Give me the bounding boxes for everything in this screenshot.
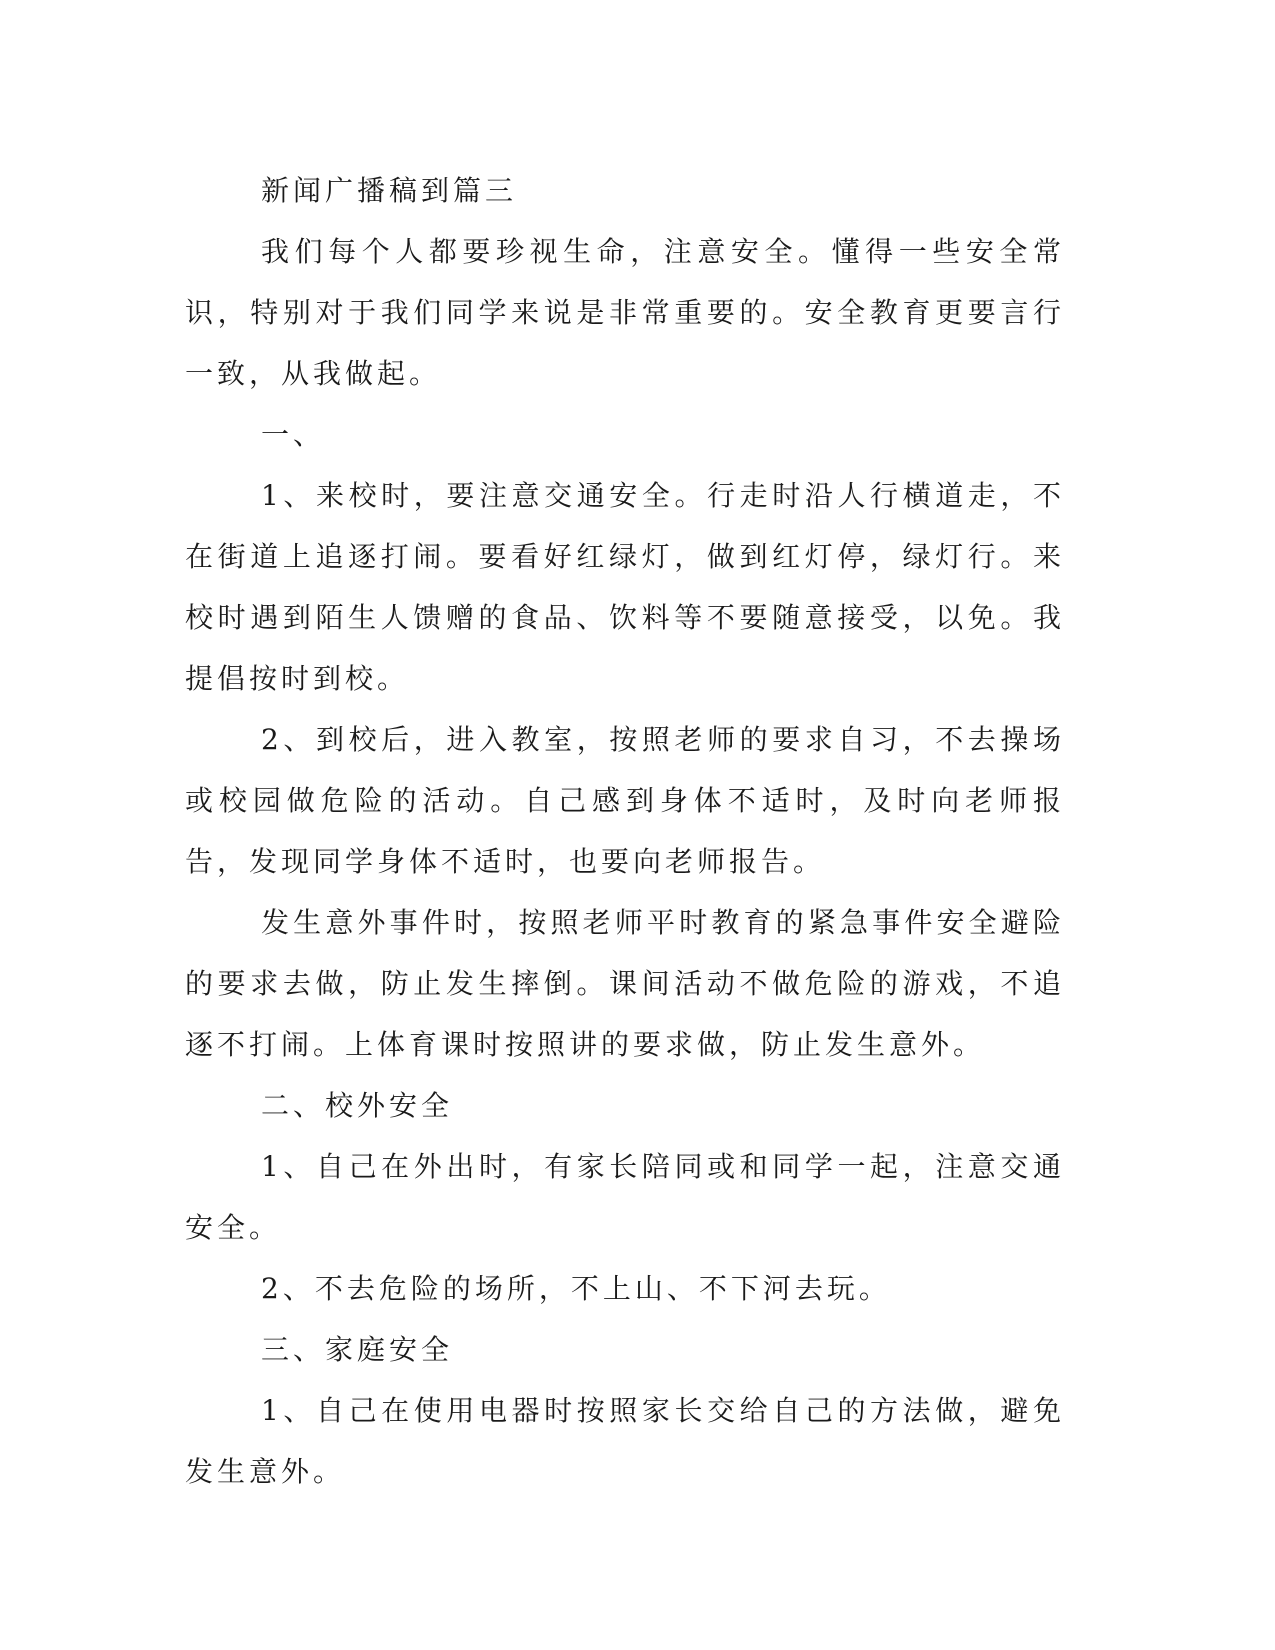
section-heading-2: 二、校外安全 <box>261 1089 454 1122</box>
paragraph-item: 1、自己在使用电器时按照家长交给自己的方法做，避免发生意外。 <box>185 1394 1065 1488</box>
paragraph-item: 1、来校时，要注意交通安全。行走时沿人行横道走，不在街道上追逐打闹。要看好红绿灯，做到红灯停，绿灯行。来校时遇到陌生人馈赠的食品、饮料等不要随意接受，以免。我提倡按时到校。 <box>185 479 1065 695</box>
paragraph-item: 2、到校后，进入教室，按照老师的要求自习，不去操场或校园做危险的活动。自己感到身体不适时，及时向老师报告，发现同学身体不适时，也要向老师报告。 <box>185 723 1065 878</box>
paragraph-intro: 我们每个人都要珍视生命，注意安全。懂得一些安全常识，特别对于我们同学来说是非常重要的。安全教育更要言行一致，从我做起。 <box>185 235 1065 390</box>
document-body <box>185 160 1065 1502</box>
paragraph-item: 2、不去危险的场所，不上山、不下河去玩。 <box>261 1272 891 1305</box>
document-title: 新闻广播稿到篇三 <box>261 174 518 207</box>
paragraph-item: 发生意外事件时，按照老师平时教育的紧急事件安全避险的要求去做，防止发生摔倒。课间活动不做危险的游戏，不追逐不打闹。上体育课时按照讲的要求做，防止发生意外。 <box>185 906 1065 1061</box>
paragraph-item: 1、自己在外出时，有家长陪同或和同学一起，注意交通安全。 <box>185 1150 1065 1244</box>
section-heading-3: 三、家庭安全 <box>261 1333 454 1366</box>
section-heading-1: 一、 <box>261 418 326 451</box>
